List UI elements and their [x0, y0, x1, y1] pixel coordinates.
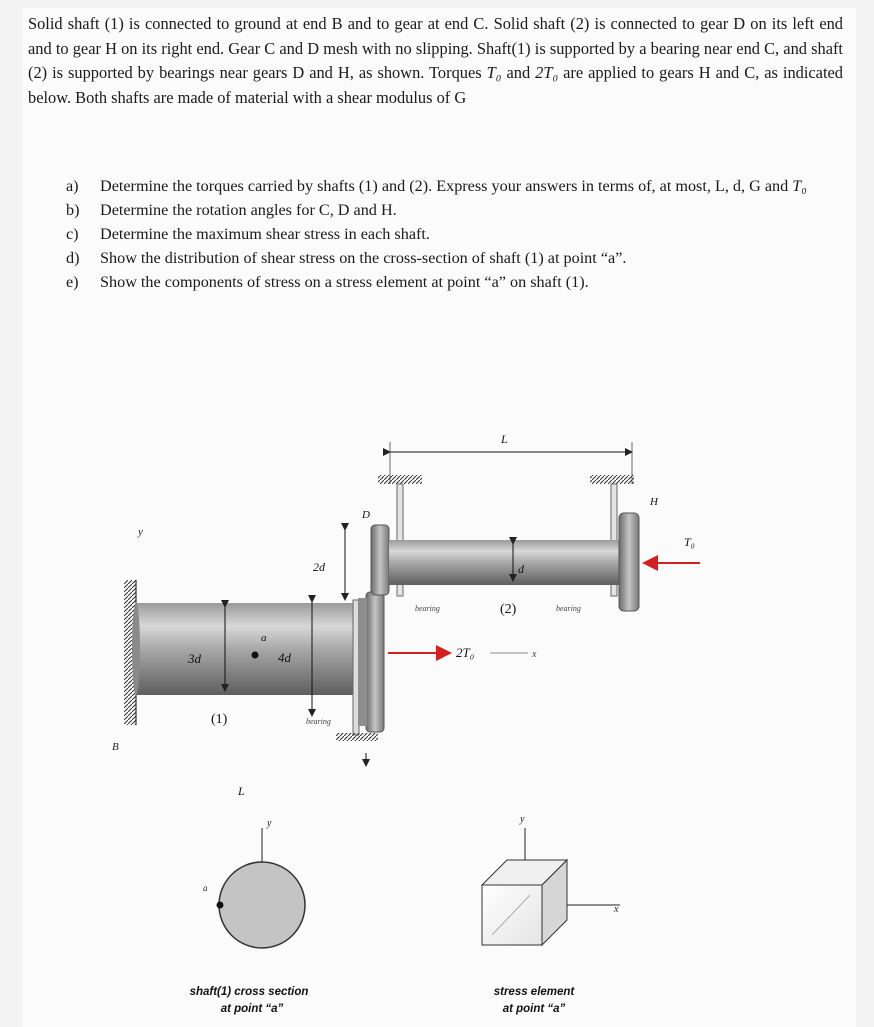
- question-label: b): [66, 201, 80, 219]
- label-t0: T₀: [684, 535, 695, 549]
- label-y-main: y: [138, 526, 143, 538]
- intro-text-2: and: [501, 63, 536, 83]
- label-2t0: 2T₀: [456, 645, 475, 660]
- gear-h: [619, 513, 639, 611]
- gear-c-hub: [358, 598, 367, 726]
- cs-caption-line2: at point “a”: [220, 1003, 284, 1015]
- bearing-1-label: bearing: [306, 717, 331, 726]
- gear-d: [371, 525, 389, 595]
- bearing-3-ground: [590, 475, 634, 484]
- bearing-2-label: bearing: [415, 604, 440, 613]
- label-2d: 2d: [313, 560, 325, 574]
- question-text: Determine the torques carried by shafts (1) and (2). Express your answers in terms of, at most, L, d, G and: [100, 177, 793, 195]
- shaft-2-body: [389, 540, 619, 585]
- el-caption-line1: stress element: [493, 986, 575, 998]
- cs-caption-line1: shaft(1) cross section: [189, 986, 309, 998]
- question-text: Show the distribution of shear stress on the cross-section of shaft (1) at point “a”.: [100, 249, 627, 267]
- question-label: e): [66, 273, 79, 291]
- bearing-1-ground: [336, 733, 378, 741]
- shaft-1-body: [136, 603, 361, 695]
- cs-point-a: [217, 902, 224, 909]
- label-4d: 4d: [278, 650, 291, 665]
- intro-text-3: are applied to gears H and C, as indicated below. Both shafts are made of material with a shear modulus of G: [28, 63, 843, 107]
- question-text: Determine the rotation angles for C, D and H.: [100, 201, 397, 219]
- cube-front-face: [482, 885, 542, 945]
- gear-c: [366, 592, 384, 732]
- question-tail: T₀: [792, 177, 807, 195]
- label-3d: 3d: [188, 651, 201, 666]
- cs-label-a: a: [203, 883, 208, 893]
- label-x-main: x: [532, 649, 537, 660]
- intro-torque-2t0: 2T₀: [535, 63, 559, 83]
- bearing-2-ground: [378, 475, 422, 484]
- label-a-main: a: [261, 632, 267, 644]
- label-h: H: [650, 496, 658, 508]
- label-shaft-2: (2): [500, 602, 517, 617]
- question-label: c): [66, 225, 79, 243]
- shaft-1-cross-section: [219, 862, 305, 948]
- intro-torque-t0: T₀: [486, 63, 502, 83]
- point-a-dot: [252, 652, 259, 659]
- bearing-3-label: bearing: [556, 604, 581, 613]
- label-shaft-1: (1): [211, 712, 228, 727]
- question-text: Show the components of stress on a stress element at point “a” on shaft (1).: [100, 273, 589, 291]
- el-caption-line2: at point “a”: [502, 1003, 566, 1015]
- cs-label-y: y: [267, 818, 272, 829]
- label-l-bottom: L: [238, 784, 245, 798]
- el-label-x: x: [614, 904, 619, 915]
- label-l-top: L: [501, 432, 508, 446]
- question-label: d): [66, 249, 80, 267]
- question-text: Determine the maximum shear stress in each shaft.: [100, 225, 430, 243]
- label-b: B: [112, 741, 119, 753]
- label-d-shaft: d: [518, 562, 524, 576]
- intro-text-1: Solid shaft (1) is connected to ground at end B and to gear at end C. Solid shaft (2) is connected to gear D on its left end and to gear H on its right end. Gear C and D mesh with no slipping. Shaft(1) is supported by a bearing near end C, and shaft (2) is supported by bearings near gears D and H, as shown. Torques: [28, 14, 843, 83]
- label-d-gear: D: [362, 509, 370, 521]
- question-label: a): [66, 177, 79, 195]
- el-label-y: y: [520, 814, 525, 825]
- shaft-1-end: [132, 603, 140, 695]
